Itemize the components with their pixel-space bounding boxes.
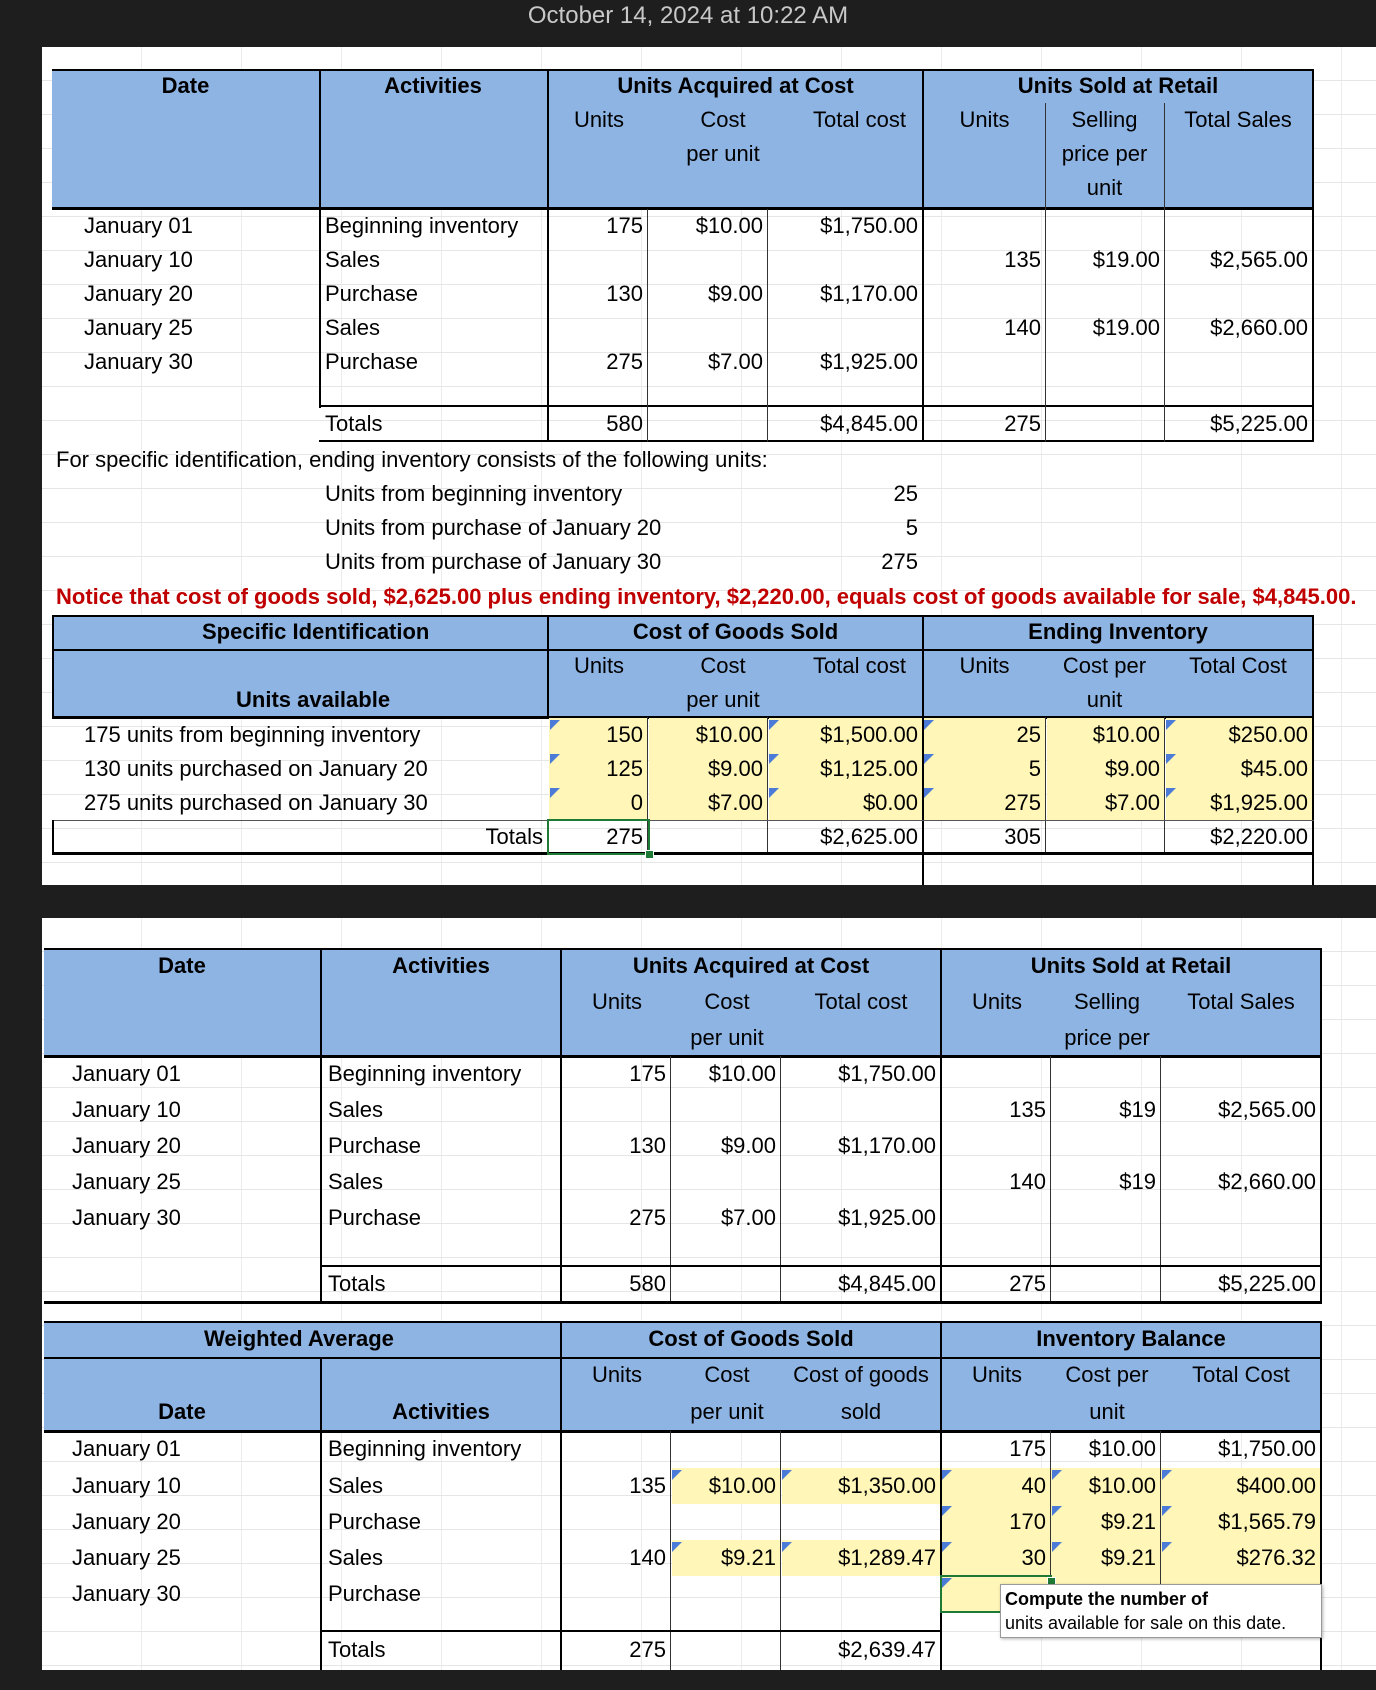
cell-note-icon <box>782 1542 792 1552</box>
header-units: Units <box>573 652 625 678</box>
header-units: Units <box>591 988 643 1014</box>
totals-label[interactable]: Totals <box>325 410 383 436</box>
specific-intro[interactable]: For specific identification, ending inventory consists of the following units: <box>56 446 768 472</box>
cell-note-icon <box>1052 1506 1062 1516</box>
row-date[interactable]: January 10 <box>72 1096 181 1122</box>
header-cost-per: Cost per <box>1062 652 1147 678</box>
header-units: Units <box>591 1361 643 1387</box>
cell-note-icon <box>1166 754 1176 764</box>
row-date[interactable]: January 25 <box>84 314 193 340</box>
row-units[interactable]: 175 <box>629 1060 666 1086</box>
header-price-per: price per <box>1064 1024 1150 1050</box>
row-activity[interactable]: Purchase <box>325 348 418 374</box>
wa-totals-units[interactable]: 275 <box>629 1636 666 1662</box>
cell-note-icon <box>550 788 560 798</box>
si-cogs-total[interactable]: $0.00 <box>862 789 918 815</box>
wa-row-activity[interactable]: Purchase <box>328 1508 421 1534</box>
row-price[interactable]: $19 <box>1119 1168 1156 1194</box>
row-date[interactable]: January 01 <box>72 1060 181 1086</box>
header-selling: Selling <box>1073 988 1141 1014</box>
border <box>767 717 768 853</box>
wa-balance-total[interactable]: $276.32 <box>1236 1544 1316 1570</box>
wa-totals-label[interactable]: Totals <box>328 1636 386 1662</box>
cell-note-icon <box>769 720 779 730</box>
wa-row-date[interactable]: January 20 <box>72 1508 181 1534</box>
row-date[interactable]: January 30 <box>84 348 193 374</box>
cell-note-icon <box>942 1506 952 1516</box>
row-sales[interactable]: $2,565.00 <box>1210 246 1308 272</box>
cell-note-icon <box>672 1470 682 1480</box>
specific-item-value[interactable]: 25 <box>893 480 918 506</box>
row-price[interactable]: $19.00 <box>1092 246 1160 272</box>
row-units[interactable]: 130 <box>629 1132 666 1158</box>
header-units: Units <box>959 106 1010 132</box>
cell-note-icon <box>924 720 934 730</box>
si-cogs-units[interactable]: 150 <box>606 721 643 747</box>
header-units-acquired: Units Acquired at Cost <box>617 72 854 98</box>
specific-item-value[interactable]: 5 <box>905 514 918 540</box>
header-unit: unit <box>1089 1398 1125 1424</box>
si-totals-label[interactable]: Totals <box>485 823 543 849</box>
header-units: Units <box>573 106 625 132</box>
row-date[interactable]: January 25 <box>72 1168 181 1194</box>
cell-note-icon <box>942 1470 952 1480</box>
totals-sold-units[interactable]: 275 <box>1009 1270 1046 1296</box>
totals-sales[interactable]: $5,225.00 <box>1218 1270 1316 1296</box>
specific-item-value[interactable]: 275 <box>881 548 918 574</box>
row-price[interactable]: $19.00 <box>1092 314 1160 340</box>
header-cost-of-goods: Cost of goods <box>793 1361 929 1387</box>
border <box>1312 69 1314 442</box>
row-cost[interactable]: $7.00 <box>720 1204 776 1230</box>
row-units[interactable]: 275 <box>629 1204 666 1230</box>
row-sales[interactable]: $2,565.00 <box>1218 1096 1316 1122</box>
header-date: Date <box>158 952 206 978</box>
wa-row-date[interactable]: January 25 <box>72 1544 181 1570</box>
row-activity[interactable]: Purchase <box>328 1132 421 1158</box>
si-end-cost[interactable]: $10.00 <box>1092 721 1160 747</box>
row-activity[interactable]: Beginning inventory <box>325 212 519 238</box>
row-date[interactable]: January 10 <box>84 246 193 272</box>
header-per-unit: per unit <box>690 1398 764 1424</box>
header-total-cost: Total cost <box>813 652 906 678</box>
cell-note-icon <box>924 754 934 764</box>
row-activity[interactable]: Purchase <box>328 1204 421 1230</box>
row-activity[interactable]: Sales <box>328 1168 384 1194</box>
header-units: Units <box>971 988 1023 1014</box>
si-cogs-header: Cost of Goods Sold <box>632 618 839 644</box>
wa-balance-units[interactable]: 175 <box>1009 1435 1046 1461</box>
header-cost: Cost <box>704 1361 750 1387</box>
row-sales[interactable]: $2,660.00 <box>1218 1168 1316 1194</box>
wa-row-activity[interactable]: Purchase <box>328 1580 421 1606</box>
si-totals-cogs-units[interactable]: 275 <box>606 823 643 849</box>
row-sold-units[interactable]: 135 <box>1004 246 1041 272</box>
wa-balance-total[interactable]: $1,565.79 <box>1218 1508 1316 1534</box>
cell-note-icon <box>942 1542 952 1552</box>
selected-cell[interactable] <box>547 819 650 855</box>
row-activity[interactable]: Sales <box>325 314 381 340</box>
totals-sales[interactable]: $5,225.00 <box>1210 410 1308 436</box>
wa-row-activity[interactable]: Sales <box>328 1472 384 1498</box>
header-total-cost: Total Cost <box>1189 652 1287 678</box>
wa-balance-units[interactable]: 40 <box>1021 1472 1046 1498</box>
totals-units[interactable]: 580 <box>606 410 643 436</box>
cell-comment-tooltip <box>1000 1584 1322 1638</box>
wa-row-date[interactable]: January 10 <box>72 1472 181 1498</box>
border <box>767 209 768 442</box>
row-total[interactable]: $1,170.00 <box>820 280 918 306</box>
header-per-unit: per unit <box>690 1024 764 1050</box>
header-total-sales: Total Sales <box>1187 988 1295 1014</box>
wa-balance-total[interactable]: $400.00 <box>1236 1472 1316 1498</box>
si-ending-header: Ending Inventory <box>1028 618 1208 644</box>
row-date[interactable]: January 20 <box>72 1132 181 1158</box>
row-cost[interactable]: $9.00 <box>707 280 763 306</box>
row-units[interactable]: 175 <box>606 212 643 238</box>
si-end-cost[interactable]: $9.00 <box>1104 755 1160 781</box>
row-sold-units[interactable]: 140 <box>1009 1168 1046 1194</box>
header-activities: Activities <box>392 952 490 978</box>
si-end-total[interactable]: $1,925.00 <box>1210 789 1308 815</box>
si-title: Specific Identification <box>202 618 430 644</box>
header-total-cost: Total Cost <box>1192 1361 1290 1387</box>
si-cogs-total[interactable]: $1,500.00 <box>820 721 918 747</box>
row-cost[interactable]: $9.00 <box>720 1132 776 1158</box>
spreadsheet-weighted-average[interactable] <box>42 918 1376 1670</box>
wa-row-date[interactable]: January 30 <box>72 1580 181 1606</box>
row-date[interactable]: January 30 <box>72 1204 181 1230</box>
row-units[interactable]: 275 <box>606 348 643 374</box>
comment-line: Compute the number of <box>1005 1589 1208 1609</box>
totals-label[interactable]: Totals <box>328 1270 386 1296</box>
totals-total-cost[interactable]: $4,845.00 <box>820 410 918 436</box>
border <box>52 820 54 854</box>
wa-balance-cost[interactable]: $9.21 <box>1100 1544 1156 1570</box>
header-date: Date <box>161 72 210 98</box>
wa-balance-cost[interactable]: $10.00 <box>1088 1472 1156 1498</box>
wa-cogs-cost[interactable]: $10.00 <box>708 1472 776 1498</box>
cell-note-icon <box>782 1470 792 1480</box>
si-units-available: Units available <box>236 686 391 712</box>
header-selling: Selling <box>1071 106 1138 132</box>
border <box>44 1301 1322 1304</box>
si-totals-end-units[interactable]: 305 <box>1004 823 1041 849</box>
row-total[interactable]: $1,750.00 <box>838 1060 936 1086</box>
header-per-unit: per unit <box>686 686 760 712</box>
wa-row-date[interactable]: January 01 <box>72 1435 181 1461</box>
si-cogs-cost[interactable]: $9.00 <box>707 755 763 781</box>
border <box>52 820 1314 821</box>
cell-note-icon <box>1162 1542 1172 1552</box>
header-units: Units <box>959 652 1010 678</box>
wa-cogs-units[interactable]: 135 <box>629 1472 666 1498</box>
wa-row-activity[interactable]: Beginning inventory <box>328 1435 522 1461</box>
cell-note-icon <box>1166 720 1176 730</box>
wa-cogs-header: Cost of Goods Sold <box>648 1325 854 1351</box>
cell-note-icon <box>1052 1470 1062 1480</box>
si-totals-cogs[interactable]: $2,625.00 <box>820 823 918 849</box>
wa-title: Weighted Average <box>204 1325 394 1351</box>
si-end-units[interactable]: 275 <box>1004 789 1041 815</box>
row-date[interactable]: January 20 <box>84 280 193 306</box>
cell-note-icon <box>1162 1506 1172 1516</box>
cell-note-icon <box>1052 1542 1062 1552</box>
wa-balance-total[interactable]: $1,750.00 <box>1218 1435 1316 1461</box>
si-totals-ending[interactable]: $2,220.00 <box>1210 823 1308 849</box>
row-total[interactable]: $1,750.00 <box>820 212 918 238</box>
totals-units[interactable]: 580 <box>629 1270 666 1296</box>
row-sold-units[interactable]: 140 <box>1004 314 1041 340</box>
wa-row-activity[interactable]: Sales <box>328 1544 384 1570</box>
specific-item-label[interactable]: Units from purchase of January 20 <box>325 514 662 540</box>
header-cost-per: Cost per <box>1065 1361 1149 1387</box>
totals-sold-units[interactable]: 275 <box>1004 410 1041 436</box>
si-cogs-cost[interactable]: $7.00 <box>707 789 763 815</box>
si-row-label[interactable]: 175 units from beginning inventory <box>84 721 421 747</box>
header-units: Units <box>971 1361 1023 1387</box>
row-sold-units[interactable]: 135 <box>1009 1096 1046 1122</box>
fill-handle[interactable] <box>645 850 654 859</box>
header-sold: sold <box>840 1398 882 1424</box>
row-cost[interactable]: $7.00 <box>707 348 763 374</box>
wa-balance-cost[interactable]: $10.00 <box>1088 1435 1156 1461</box>
row-price[interactable]: $19 <box>1119 1096 1156 1122</box>
border <box>320 1431 322 1670</box>
row-activity[interactable]: Sales <box>328 1096 384 1122</box>
totals-total-cost[interactable]: $4,845.00 <box>838 1270 936 1296</box>
border <box>1320 948 1322 1303</box>
row-units[interactable]: 130 <box>606 280 643 306</box>
specific-item-label[interactable]: Units from purchase of January 30 <box>325 548 662 574</box>
header-total-cost: Total cost <box>813 106 906 132</box>
cell-note-icon <box>769 754 779 764</box>
cell-note-icon <box>769 788 779 798</box>
header-cost: Cost <box>700 106 746 132</box>
header-activities: Activities <box>384 72 482 98</box>
si-end-total[interactable]: $45.00 <box>1240 755 1308 781</box>
row-date[interactable]: January 01 <box>84 212 193 238</box>
header-cost: Cost <box>700 652 746 678</box>
wa-totals-cogs[interactable]: $2,639.47 <box>838 1636 936 1662</box>
comment-line: units available for sale on this date. <box>1005 1613 1287 1633</box>
row-activity[interactable]: Purchase <box>325 280 418 306</box>
header-total-cost: Total cost <box>814 988 908 1014</box>
si-end-total[interactable]: $250.00 <box>1228 721 1308 747</box>
cell-note-icon <box>550 754 560 764</box>
wa-balance-header: Inventory Balance <box>1036 1325 1226 1351</box>
row-total[interactable]: $1,925.00 <box>838 1204 936 1230</box>
wa-balance-units[interactable]: 30 <box>1021 1544 1046 1570</box>
specific-item-label[interactable]: Units from beginning inventory <box>325 480 623 506</box>
header-unit: unit <box>1086 174 1123 200</box>
row-total[interactable]: $1,170.00 <box>838 1132 936 1158</box>
cell-note-icon <box>1162 1470 1172 1480</box>
wa-cogs-total[interactable]: $1,289.47 <box>838 1544 936 1570</box>
si-row-label[interactable]: 275 units purchased on January 30 <box>84 789 428 815</box>
notice-text[interactable]: Notice that cost of goods sold, $2,625.00 plus ending inventory, $2,220.00, equals cost of goods available for sale, $4,845.00. <box>56 583 1357 609</box>
wa-cogs-total[interactable]: $1,350.00 <box>838 1472 936 1498</box>
si-row-label[interactable]: 130 units purchased on January 20 <box>84 755 428 781</box>
si-end-units[interactable]: 5 <box>1028 755 1041 781</box>
spreadsheet-specific-identification[interactable] <box>42 47 1376 885</box>
cell-note-icon <box>924 788 934 798</box>
header-unit: unit <box>1086 686 1123 712</box>
border <box>1312 615 1314 885</box>
si-end-cost[interactable]: $7.00 <box>1104 789 1160 815</box>
header-total-sales: Total Sales <box>1184 106 1292 132</box>
si-end-units[interactable]: 25 <box>1016 721 1041 747</box>
cell-note-icon <box>550 720 560 730</box>
wa-cogs-cost[interactable]: $9.21 <box>720 1544 776 1570</box>
header-units-sold: Units Sold at Retail <box>1017 72 1219 98</box>
cell-note-icon <box>672 1542 682 1552</box>
header-units-acquired: Units Acquired at Cost <box>632 952 870 978</box>
si-cogs-total[interactable]: $1,125.00 <box>820 755 918 781</box>
header-price-per: price per <box>1061 140 1148 166</box>
si-cogs-units[interactable]: 0 <box>630 789 643 815</box>
row-total[interactable]: $1,925.00 <box>820 348 918 374</box>
header-per-unit: per unit <box>686 140 760 166</box>
header-units-sold: Units Sold at Retail <box>1030 952 1232 978</box>
si-cogs-cost[interactable]: $10.00 <box>695 721 763 747</box>
wa-balance-units[interactable]: 170 <box>1009 1508 1046 1534</box>
header-activities: Activities <box>392 1398 490 1424</box>
row-activity[interactable]: Beginning inventory <box>328 1060 522 1086</box>
row-sales[interactable]: $2,660.00 <box>1210 314 1308 340</box>
row-cost[interactable]: $10.00 <box>708 1060 776 1086</box>
wa-balance-cost[interactable]: $9.21 <box>1100 1508 1156 1534</box>
border <box>52 852 1314 855</box>
row-cost[interactable]: $10.00 <box>695 212 763 238</box>
border <box>647 209 648 442</box>
header-cost: Cost <box>704 988 750 1014</box>
wa-cogs-units[interactable]: 140 <box>629 1544 666 1570</box>
si-cogs-units[interactable]: 125 <box>606 755 643 781</box>
row-activity[interactable]: Sales <box>325 246 381 272</box>
border <box>780 1431 781 1670</box>
border <box>670 1431 671 1670</box>
header-date: Date <box>158 1398 206 1424</box>
cell-note-icon <box>1166 788 1176 798</box>
window-title: October 14, 2024 at 10:22 AM <box>527 2 849 29</box>
